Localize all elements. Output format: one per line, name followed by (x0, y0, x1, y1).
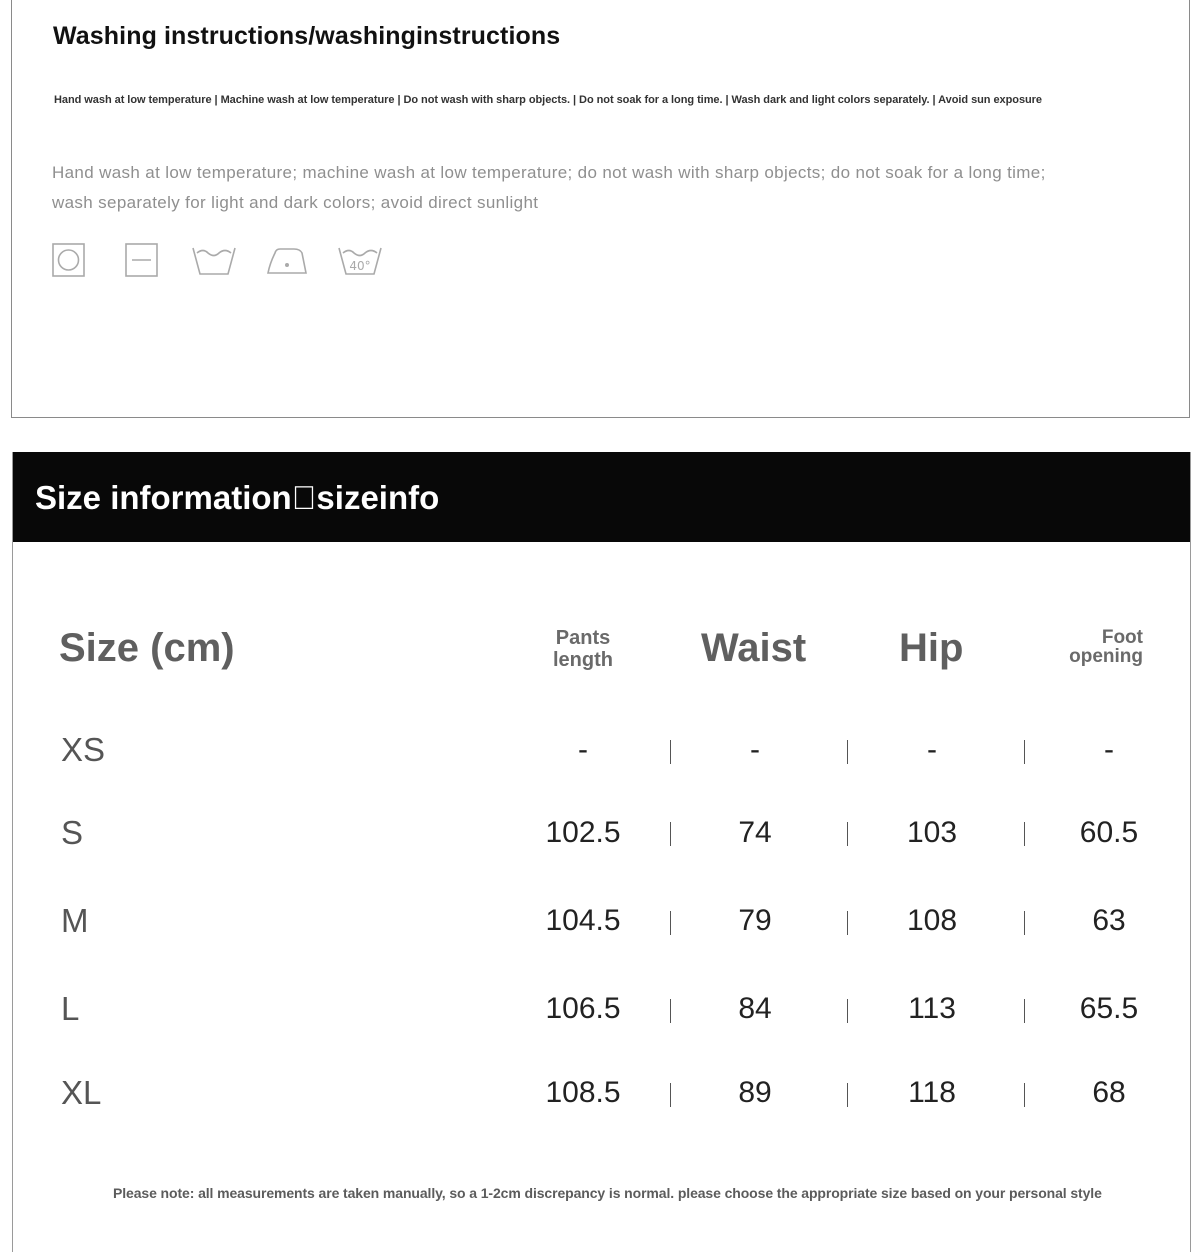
washing-panel (11, 0, 1190, 418)
wash-temp-label: 40° (349, 259, 371, 273)
size-header-band (13, 452, 1190, 542)
wash-basin-icon (192, 243, 236, 277)
column-separator (1024, 999, 1025, 1023)
row-size-label: L (61, 990, 80, 1027)
washing-description: Hand wash at low temperature; machine wash at low temperature; do not wash with sharp objects; do not soak for a long time; wash separately for light and dark colors; avoid direct sunlight (52, 163, 1046, 212)
column-separator (847, 911, 848, 935)
column-separator (670, 822, 671, 846)
column-separator (670, 911, 671, 935)
column-separator (847, 740, 848, 764)
column-separator (1024, 740, 1025, 764)
column-header-pants-length (535, 627, 631, 671)
row-size-label: S (61, 814, 84, 851)
size-heading: Size information sizeinfo (35, 479, 440, 516)
row-size-label: M (61, 902, 89, 939)
column-separator (847, 822, 848, 846)
cell-pants-length: 104.5 (545, 904, 621, 937)
column-separator (670, 999, 671, 1023)
cell-hip: 118 (908, 1076, 956, 1109)
row-size-label: XS (61, 731, 106, 768)
cell-waist: 79 (738, 904, 772, 937)
cell-waist: 89 (738, 1076, 772, 1109)
cell-pants-length: 106.5 (545, 992, 621, 1025)
column-header-size: Size (cm) (59, 626, 235, 670)
measurement-note: Please note: all measurements are taken manually, so a 1-2cm discrepancy is normal. please choose the appropriate size based on your personal style (113, 1185, 1102, 1201)
cell-foot-opening: 60.5 (1079, 816, 1139, 849)
cell-pants-length: - (578, 733, 588, 766)
column-header-waist: Waist (701, 626, 807, 670)
column-header-foot-opening (1043, 628, 1143, 666)
washing-title: Washing instructions/washinginstructions (53, 22, 561, 50)
cell-pants-length: 108.5 (545, 1076, 621, 1109)
pants-header-line2: length (553, 649, 613, 671)
dry-flat-icon (125, 243, 158, 277)
column-header-hip: Hip (899, 626, 964, 670)
cell-waist: - (750, 733, 760, 766)
column-separator (847, 1083, 848, 1107)
cell-waist: 84 (738, 992, 772, 1025)
column-separator (670, 1083, 671, 1107)
row-size-label: XL (61, 1074, 102, 1111)
pants-header-line1: Pants (555, 627, 611, 649)
cell-hip: - (927, 733, 937, 766)
cell-foot-opening: 63 (1092, 904, 1126, 937)
cell-foot-opening: 65.5 (1079, 992, 1139, 1025)
washing-summary-line: Hand wash at low temperature | Machine wash at low temperature | Do not wash with sharp objects. | Do not soak for a long time. | Wash dark and light colors separately. | Avoid sun exposure (54, 94, 1042, 106)
cell-waist: 74 (738, 816, 772, 849)
cell-foot-opening: 68 (1092, 1076, 1126, 1109)
column-separator (670, 740, 671, 764)
cell-pants-length: 102.5 (545, 816, 621, 849)
column-separator (1024, 911, 1025, 935)
wash-40-icon (338, 243, 382, 277)
size-panel (12, 452, 1191, 1252)
iron-low-icon (266, 243, 308, 277)
column-separator (1024, 1083, 1025, 1107)
column-separator (847, 999, 848, 1023)
cell-hip: 113 (908, 992, 956, 1025)
cell-foot-opening: - (1104, 733, 1114, 766)
foot-header-line2: opening (1069, 646, 1143, 667)
foot-header-line1: Foot (1101, 627, 1143, 648)
column-separator (1024, 822, 1025, 846)
cell-hip: 103 (906, 816, 958, 849)
cell-hip: 108 (906, 904, 958, 937)
tumble-dry-icon (52, 243, 85, 277)
